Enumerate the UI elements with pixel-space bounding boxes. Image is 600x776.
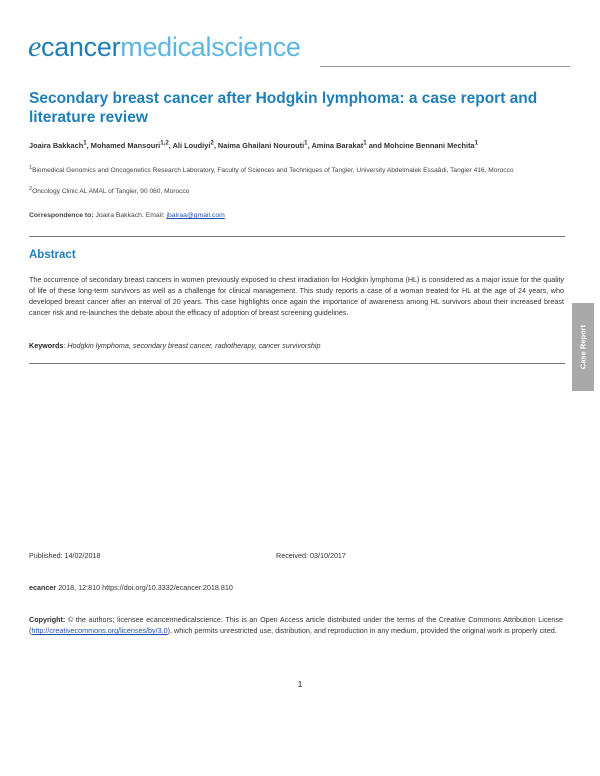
logo-e: e bbox=[28, 30, 42, 63]
author-3: Ali Loudiyi$^2$, bbox=[172, 140, 218, 151]
author-list bbox=[29, 140, 569, 150]
author-1: Joaira Bakkach$^1$, bbox=[29, 140, 91, 151]
abstract-text: The occurrence of secondary breast cancers in women previously exposed to chest irradiation for Hodgkin lymphoma (HL) is considered as a major issue for the quality of life of these long-term survivors as well as a challenge for clinical management. This study reports a case of a woman treated for HL at the age of 24 years, who developed breast cancer after an interval of 20 years. This case highlights once again the importance of awareness among HL survivors about their increased breast cancer risk and re-launches the debate about the efficacy of adoption of breast screening guidelines. bbox=[29, 275, 564, 317]
section-tab-label: Case Report bbox=[578, 324, 588, 370]
affiliation-2: $^2$Oncology Clinic AL AMAL of Tangier, 90 060, Morocco bbox=[29, 186, 190, 196]
divider-bottom bbox=[29, 363, 565, 364]
keywords: Keywords: Hodgkin lymphoma, secondary breast cancer, radiotherapy, cancer survivorship bbox=[29, 341, 321, 350]
doi-link[interactable]: https://doi.org/10.3332/ecancer.2018.810 bbox=[102, 583, 233, 592]
published-date: Published: 14/02/2018 bbox=[29, 551, 101, 560]
author-2: Mohamed Mansouri$^{1,2}$, bbox=[90, 140, 173, 151]
correspondence-email-link[interactable]: jbairaa@gmail.com bbox=[166, 212, 225, 219]
header-rule bbox=[320, 66, 570, 67]
abstract-heading: Abstract bbox=[29, 249, 76, 261]
author-4: Naima Ghailani Nourouti$^1$, bbox=[217, 140, 312, 151]
journal-logo bbox=[28, 30, 301, 64]
logo-medicalscience: medicalscience bbox=[120, 32, 301, 62]
license-link[interactable]: http://creativecommons.org/licenses/by/3.0 bbox=[31, 626, 168, 635]
page-number: 1 bbox=[297, 679, 303, 689]
article-title: Secondary breast cancer after Hodgkin lymphoma: a case report and literature review bbox=[29, 90, 538, 126]
correspondence: Correspondence to: Joaira Bakkach. Email: jbairaa@gmail.com bbox=[29, 212, 225, 219]
author-6: Mohcine Bennani Mechita$^1$ bbox=[383, 140, 479, 151]
received-date: Received: 03/10/2017 bbox=[276, 551, 346, 560]
section-tab bbox=[572, 303, 594, 391]
citation: ecancer 2018, 12:810 https://doi.org/10.3332/ecancer.2018.810 bbox=[29, 583, 233, 592]
logo-cancer: cancer bbox=[41, 32, 121, 62]
author-5: Amina Barakat$^1$ and bbox=[311, 140, 384, 151]
divider-top bbox=[29, 236, 565, 237]
affiliation-1: $^1$Biomedical Genomics and Oncogenetics Research Laboratory, Faculty of Sciences and Techniques of Tangier, University Abdelmalek Essaâdi, Tangier 416, Morocco bbox=[29, 165, 514, 175]
copyright-notice: Copyright: © the authors; licensee ecancermedicalscience. This is an Open Access article distributed under the terms of the Creative Commons Attribution License (http://creativecommons.org/licenses/by/3.0), which permits unrestricted use, distribution, and reproduction in any medium, provided the original work is properly cited. bbox=[29, 615, 563, 635]
